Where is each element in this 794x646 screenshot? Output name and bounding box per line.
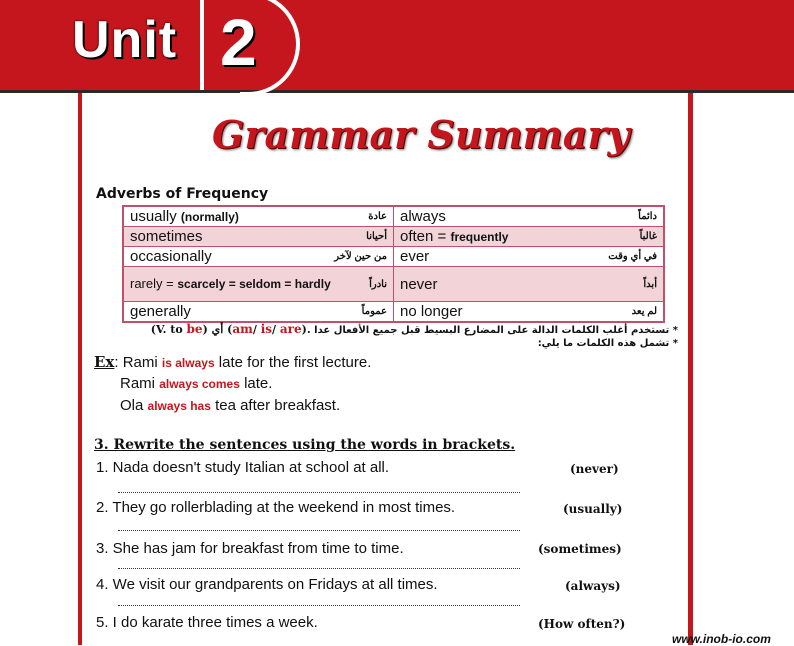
adverb-ar: دائماً <box>638 211 657 222</box>
exercise-heading: 3. Rewrite the sentences using the words in brackets. <box>94 437 516 453</box>
answer-line[interactable] <box>118 491 520 493</box>
example-text: tea after breakfast. <box>215 397 341 414</box>
table-row <box>123 227 664 247</box>
adverb-en: often = <box>400 228 447 245</box>
table-cell <box>123 227 394 247</box>
grammar-note-2: * تشمل هذه الكلمات ما يلي: <box>537 338 678 349</box>
table-cell <box>394 247 665 267</box>
table-row <box>123 247 664 267</box>
grammar-note-1 <box>151 322 678 336</box>
table-row <box>123 206 664 227</box>
table-cell <box>394 267 665 302</box>
adverb-synonym: frequently <box>450 230 509 244</box>
example-text: late for the first lecture. <box>218 354 372 371</box>
exercise-hint: (How often?) <box>538 617 626 631</box>
note-sep: / <box>252 323 257 336</box>
exercise-hint: (usually) <box>563 502 623 516</box>
left-margin-line <box>78 93 82 645</box>
note-am: am <box>232 322 253 336</box>
adverb-en: rarely = <box>130 276 174 291</box>
section-title: Adverbs of Frequency <box>96 186 269 202</box>
adverb-ar: غالباً <box>639 231 657 242</box>
unit-arc <box>240 0 300 96</box>
adverb-en: never <box>400 275 438 293</box>
adverb-ar: أحيانا <box>366 231 387 242</box>
table-cell <box>123 302 394 323</box>
table-row <box>123 267 664 302</box>
table-cell <box>123 247 394 267</box>
adverb-ar: في أي وقت <box>608 251 657 262</box>
example-highlight: is always <box>161 356 215 370</box>
adverb-en: ever <box>400 248 430 265</box>
adverb-ar: من حين لآخر <box>334 251 387 262</box>
exercise-item: 3. She has jam for breakfast from time to time. <box>96 540 404 557</box>
note-text: * تستخدم أغلب الكلمات الدالة على المضارع البسيط قبل جميع الأفعال عدا <box>314 325 678 336</box>
adverb-synonym: (normally) <box>180 210 239 224</box>
header-divider <box>0 90 794 93</box>
note-are: are <box>279 322 302 336</box>
example-highlight: always has <box>147 399 211 413</box>
example-line-2 <box>120 375 272 392</box>
exercise-item: 4. We visit our grandparents on Fridays at all times. <box>96 576 438 593</box>
adverb-ar: لم يعد <box>631 306 657 317</box>
note-sep: / <box>272 323 277 336</box>
unit-label: Unit <box>72 11 178 69</box>
example-line-3 <box>120 397 340 414</box>
exercise-item: 2. They go rollerblading at the weekend in most times. <box>96 499 456 516</box>
page-title: Grammar Summary <box>212 112 630 157</box>
exercise-hint: (never) <box>570 462 619 476</box>
table-cell <box>123 267 394 302</box>
adverb-en: always <box>400 208 446 225</box>
answer-line[interactable] <box>118 529 520 531</box>
note-paren: ). <box>301 323 311 336</box>
table-cell <box>394 206 665 227</box>
adverb-en: usually <box>130 208 177 225</box>
adverb-synonym: scarcely = seldom = hardly <box>177 277 331 291</box>
right-margin-line <box>688 93 693 645</box>
note-paren: ( <box>227 323 233 336</box>
unit-separator <box>200 0 204 90</box>
table-cell <box>394 227 665 247</box>
table-cell <box>394 302 665 323</box>
note-verb: (V. to <box>150 323 183 336</box>
example-text: late. <box>244 375 273 392</box>
example-text: : Rami <box>114 354 158 371</box>
note-is: is <box>260 322 273 336</box>
exercise-hint: (always) <box>565 579 621 593</box>
table-row <box>123 302 664 323</box>
exercise-item: 5. I do karate three times a week. <box>96 614 318 631</box>
example-label: Ex <box>94 353 115 371</box>
note-ay: ) أي <box>202 323 224 336</box>
table-cell <box>123 206 394 227</box>
adverb-en: sometimes <box>130 228 203 245</box>
example-highlight: always comes <box>159 377 240 391</box>
adverb-en: occasionally <box>130 248 212 265</box>
answer-line[interactable] <box>118 604 520 606</box>
note-formula <box>151 323 311 336</box>
example-line-1 <box>94 353 371 371</box>
note-be: be <box>186 322 203 336</box>
adverb-en: generally <box>130 303 191 320</box>
website-watermark: www.inob-io.com <box>672 632 771 646</box>
adverb-ar: أبداً <box>643 278 657 290</box>
example-text: Rami <box>120 375 156 392</box>
unit-number: 2 <box>220 5 257 79</box>
unit-badge <box>0 0 300 90</box>
adverbs-table <box>122 205 665 323</box>
adverb-ar: عادة <box>368 211 387 222</box>
exercise-item: 1. Nada doesn't study Italian at school at all. <box>96 459 390 476</box>
adverb-ar: عموماً <box>361 306 387 317</box>
example-text: Ola <box>120 397 144 414</box>
answer-line[interactable] <box>118 567 520 569</box>
adverb-ar: نادراً <box>369 278 387 290</box>
adverb-en: no longer <box>400 303 463 320</box>
exercise-hint: (sometimes) <box>538 542 622 556</box>
